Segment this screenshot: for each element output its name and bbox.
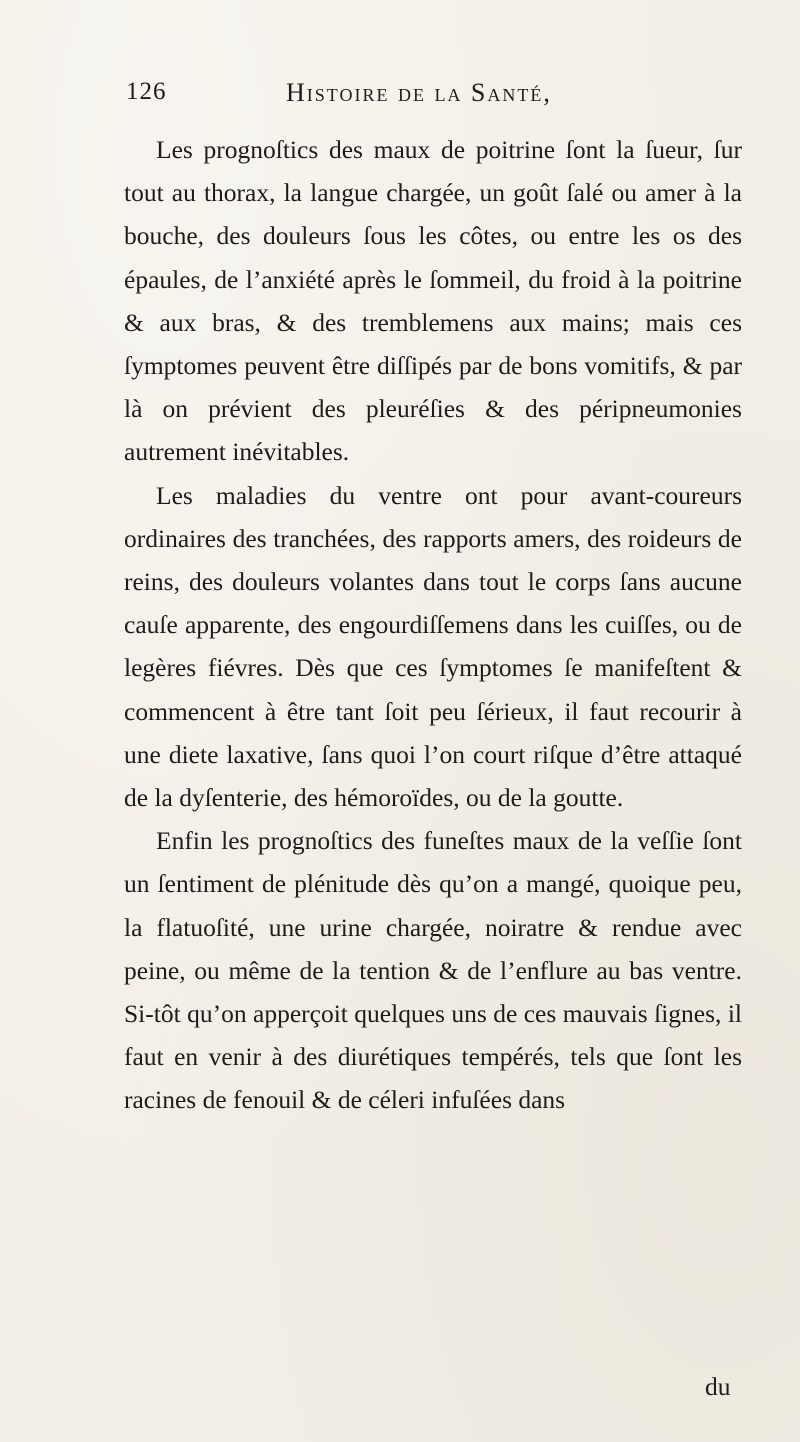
page-number: 126 (126, 78, 167, 105)
paragraph-belly-ailments: Les maladies du ventre ont pour avant-coureurs ordinaires des tranchées, des rapports amers, des roideurs de reins, des douleurs volantes dans tout le corps ſans aucune cauſe apparente, des engourdiſſemens dans les cuiſſes, ou de legères fiévres. Dès que ces ſymptomes ſe manifeſtent & commencent à être tant ſoit peu ſérieux, il faut recourir à une diete laxative, ſans quoi l’on court riſque d’être attaqué de la dyſenterie, des hémoroïdes, ou de la goutte. (124, 480, 742, 813)
page-header (126, 78, 646, 118)
body-text (124, 128, 742, 1122)
paragraph-bladder-ailments: Enfin les prognoſtics des funeſtes maux de la veſſie ſont un ſentiment de plénitude dès qu’on a mangé, quoique peu, la flatuoſité, une urine chargée, noiratre & rendue avec peine, ou même de la tention & de l’enflure au bas ventre. Si-tôt qu’on apperçoit quelques uns de ces mauvais ſignes, il faut en venir à des diurétiques tempérés, tels que ſont les racines de fenouil & de céleri infuſées dans (124, 826, 742, 1115)
paragraph-chest-ailments: Les prognoſtics des maux de poitrine ſont la ſueur, ſur tout au thorax, la langue chargée, un goût ſalé ou amer à la bouche, des douleurs ſous les côtes, ou entre les os des épaules, de l’anxiété après le ſommeil, du froid à la poitrine & aux bras, & des tremblemens aux mains; mais ces ſymptomes peuvent être diſſipés par de bons vomitifs, & par là on prévient des pleuréſies & des péripneumonies autrement inévitables. (124, 135, 742, 467)
running-title: Histoire de la Santé, (286, 78, 552, 107)
catchword: du (705, 1372, 731, 1401)
